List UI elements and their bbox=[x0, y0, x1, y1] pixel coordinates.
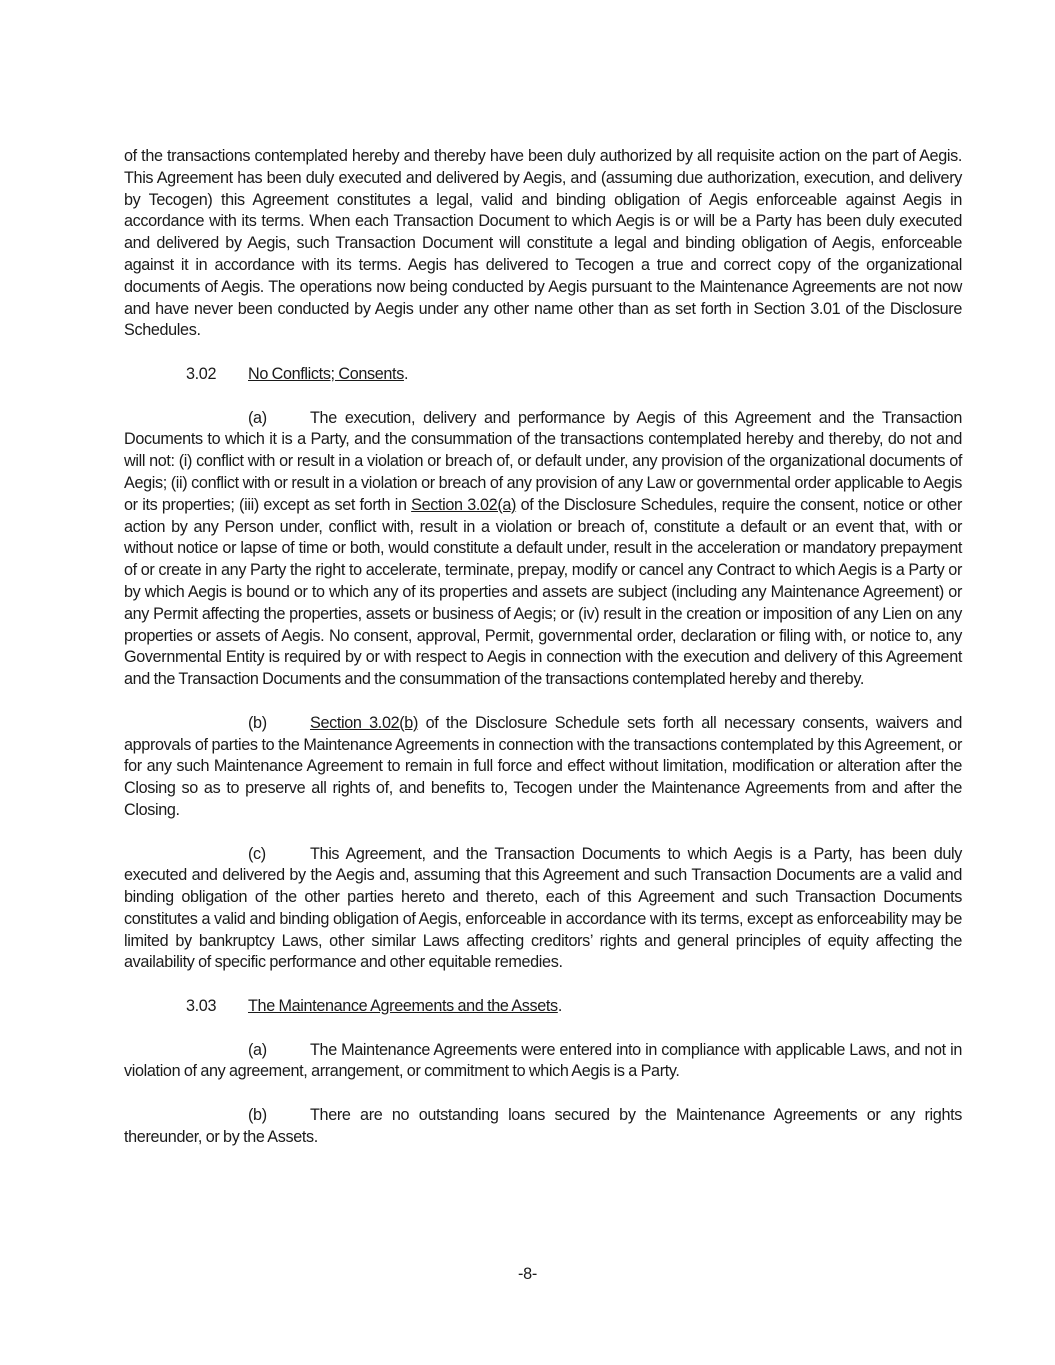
intro-paragraph: of the transactions contemplated hereby and thereby have been duly authorized by all requisite action on the part of Aegis. This Agreement has been duly executed and delivered by Aegis, and (assuming due authorization, execution, and delivery by Tecogen) this Agreement constitutes a legal, valid and binding obligation of Aegis enforceable against Aegis in accordance with its terms. When each Transaction Document to which Aegis is or will be a Party has been duly executed and delivered by Aegis, such Transaction Document will constitute a legal and binding obligation of Aegis, enforceable against it in accordance with its terms. Aegis has delivered to Tecogen a true and correct copy of the organizational documents of Aegis. The operations now being conducted by Aegis pursuant to the Maintenance Agreements are not now and have never been conducted by Aegis under any other name other than as set forth in Section 3.01 of the Disclosure Schedules. bbox=[124, 147, 962, 340]
section-3-02-a bbox=[124, 408, 962, 691]
clause-label: (c) bbox=[248, 844, 266, 863]
spacer bbox=[124, 386, 962, 408]
section-number: 3.03 bbox=[186, 997, 217, 1016]
section-reference-link: Section 3.02(a) bbox=[411, 495, 517, 514]
clause-text: There are no outstanding loans secured by the Maintenance Agreements or any rights thereunder, or by the Assets. bbox=[124, 1106, 962, 1146]
clause-text: This Agreement, and the Transaction Documents to which Aegis is a Party, has been duly executed and delivered by the Aegis and, assuming that this Agreement and such Transaction Documents are a valid and binding obligation of the other parties hereto and thereto, each of this Agreement and such Transaction Documents constitutes a valid and binding obligation of Aegis, enforceable in accordance with its terms, except as enforceability may be limited by bankruptcy Laws, other similar Laws affecting creditors’ rights and general principles of equity affecting the availability of specific performance and other equitable remedies. bbox=[124, 844, 962, 972]
section-title: The Maintenance Agreements and the Assets bbox=[248, 997, 558, 1016]
section-3-03-a bbox=[124, 1040, 962, 1084]
clause-text: of the Disclosure Schedules, require the consent, notice or other action by any Person under, conflict with, result in a violation or breach of, constitute a default or an event that, with or without notice or lapse of time or both, would constitute a default under, result in the acceleration or mandatory prepayment of or create in any Party the right to accelerate, terminate, prepay, modify or cancel any Contract to which Aegis is a Party or by which Aegis is bound or to which any of its properties and assets are subject (including any Maintenance Agreement) or any Permit affecting the properties, assets or business of Aegis; or (iv) result in the creation or imposition of any Lien on any properties or assets of Aegis. No consent, approval, Permit, governmental order, declaration or filing with, or notice to, any Governmental Entity is required by or with respect to Aegis in connection with the execution and delivery of this Agreement and the Transaction Documents and the consummation of the transactions contemplated hereby and thereby. bbox=[124, 495, 962, 689]
spacer bbox=[124, 1083, 962, 1105]
clause-label: (a) bbox=[248, 1040, 267, 1059]
section-3-03-b bbox=[124, 1105, 962, 1149]
spacer bbox=[124, 342, 962, 364]
spacer bbox=[124, 691, 962, 713]
document-page bbox=[124, 146, 962, 1149]
clause-text: of the Disclosure Schedule sets forth all necessary consents, waivers and approvals of parties to the Maintenance Agreements in connection with the transactions contemplated by this Agreement, or for any such Maintenance Agreement to remain in full force and effect without limitation, modification or alteration after the Closing so as to preserve all rights of, and benefits to, Tecogen under the Maintenance Agreements from and after the Closing. bbox=[124, 713, 962, 819]
section-3-03-heading bbox=[124, 996, 962, 1018]
spacer bbox=[124, 974, 962, 996]
section-3-02-heading bbox=[124, 364, 962, 386]
spacer bbox=[124, 1018, 962, 1040]
section-number: 3.02 bbox=[186, 364, 217, 383]
clause-label: (b) bbox=[248, 1106, 267, 1125]
clause-text: The Maintenance Agreements were entered into in compliance with applicable Laws, and not in violation of any agreement, arrangement, or commitment to which Aegis is a Party. bbox=[124, 1040, 962, 1081]
section-title: No Conflicts; Consents bbox=[248, 364, 404, 383]
spacer bbox=[124, 822, 962, 844]
section-3-02-b bbox=[124, 713, 962, 822]
section-3-02-c bbox=[124, 844, 962, 975]
page-number: -8- bbox=[518, 1265, 537, 1283]
section-title-suffix: . bbox=[557, 997, 562, 1016]
clause-label: (a) bbox=[248, 408, 267, 427]
section-title-suffix: . bbox=[403, 364, 409, 383]
clause-text: The execution, delivery and performance by Aegis of this Agreement and the Transaction Documents to which it is a Party, and the consummation of the transactions contemplated hereby and thereby, do not and will not: (i) conflict with or result in a violation or breach of, or default under, any provision of the organizational documents of Aegis; (ii) conflict with or result in a violation or breach of any provision of any Law or governmental order applicable to Aegis or its properties; (iii) except as set forth in bbox=[124, 408, 962, 514]
section-reference-link: Section 3.02(b) bbox=[310, 713, 418, 732]
clause-label: (b) bbox=[248, 713, 267, 732]
